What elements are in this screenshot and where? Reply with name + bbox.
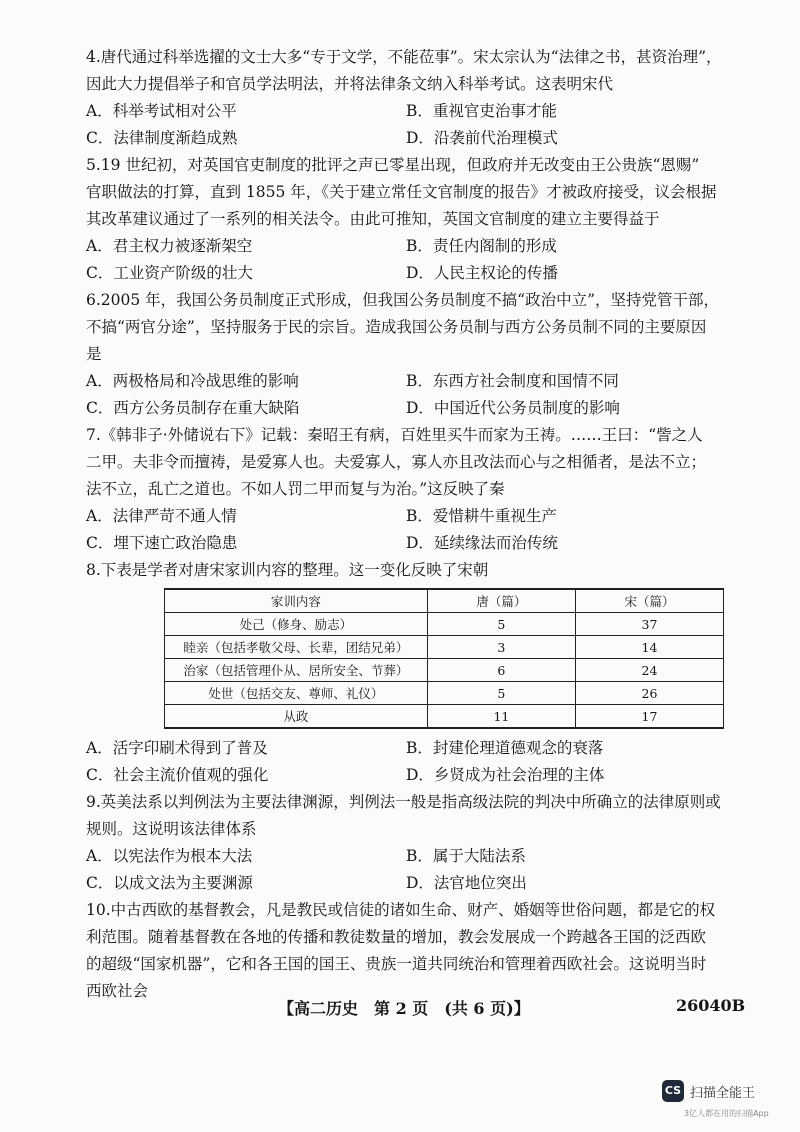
option-a: A．科举考试相对公平 — [86, 102, 237, 120]
table-cell: 14 — [575, 636, 723, 659]
option-b: B．封建伦理道德观念的衰落 — [406, 739, 604, 757]
table-header: 宋（篇） — [575, 589, 723, 613]
exam-code: 26040B — [676, 996, 746, 1015]
options-row — [86, 233, 746, 260]
watermark-name: 扫描全能王 — [690, 1086, 756, 1101]
stem-line: 是 — [86, 345, 102, 363]
table-cell: 11 — [427, 705, 575, 729]
table-row — [165, 659, 724, 682]
question-6-stem — [86, 287, 746, 368]
options-row — [86, 843, 746, 870]
option-b: B．责任内阁制的形成 — [406, 237, 557, 255]
option-b: B．爱惜耕牛重视生产 — [406, 507, 557, 525]
options-row — [86, 125, 746, 152]
table-row — [165, 705, 724, 729]
table-row — [165, 682, 724, 705]
option-c: C．工业资产阶级的壮大 — [86, 264, 253, 282]
stem-line: 10.中古西欧的基督教会，凡是教民或信徒的诸如生命、财产、婚姻等世俗问题，都是它的权 — [86, 901, 716, 919]
option-b: B．东西方社会制度和国情不同 — [406, 372, 619, 390]
stem-line: 规则。这说明该法律体系 — [86, 820, 257, 838]
question-4-stem — [86, 44, 746, 98]
option-d: D．法官地位突出 — [406, 874, 527, 892]
option-d: D．乡贤成为社会治理的主体 — [406, 766, 605, 784]
table-row — [165, 613, 724, 636]
option-a: A．活字印刷术得到了普及 — [86, 739, 268, 757]
table-header: 唐（篇） — [427, 589, 575, 613]
options-row — [86, 368, 746, 395]
question-8-stem — [86, 557, 746, 584]
page-footer — [0, 996, 800, 1022]
stem-line: 8.下表是学者对唐宋家训内容的整理。这一变化反映了宋朝 — [86, 561, 489, 579]
options-row — [86, 98, 746, 125]
table-cell: 5 — [427, 613, 575, 636]
options-row — [86, 530, 746, 557]
options-row — [86, 870, 746, 897]
stem-line: 利范围。随着基督教在各地的传播和教徒数量的增加，教会发展成一个跨越各王国的泛西欧 — [86, 928, 707, 946]
option-d: D．沿袭前代治理模式 — [406, 129, 558, 147]
option-d: D．延续缘法而治传统 — [406, 534, 558, 552]
question-5-stem — [86, 152, 746, 233]
exam-page — [86, 44, 746, 1005]
table-cell: 睦亲（包括孝敬父母、长辈，团结兄弟） — [165, 636, 428, 659]
table-cell: 6 — [427, 659, 575, 682]
table-cell: 从政 — [165, 705, 428, 729]
option-a: A．法律严苛不通人情 — [86, 507, 237, 525]
table-header-row — [165, 589, 724, 613]
stem-line: 不搞“两官分途”，坚持服务于民的宗旨。造成我国公务员制与西方公务员制不同的主要原因 — [86, 318, 707, 336]
stem-line: 其改革建议通过了一系列的相关法令。由此可推知，英国文官制度的建立主要得益于 — [86, 210, 660, 228]
option-c: C．法律制度渐趋成熟 — [86, 129, 238, 147]
family-instruction-table — [164, 588, 724, 729]
option-c: C．埋下速亡政治隐患 — [86, 534, 238, 552]
table-cell: 处世（包括交友、尊师、礼仪） — [165, 682, 428, 705]
options-row — [86, 260, 746, 287]
options-row — [86, 762, 746, 789]
options-row — [86, 395, 746, 422]
table-row — [165, 636, 724, 659]
stem-line: 7.《韩非子·外储说右下》记载：秦昭王有病，百姓里买牛而家为王祷。……王曰：“訾之人 — [86, 426, 703, 444]
table-cell: 37 — [575, 613, 723, 636]
camscanner-logo-icon: CS — [662, 1080, 684, 1102]
option-a: A．君主权力被逐渐架空 — [86, 237, 253, 255]
options-row — [86, 735, 746, 762]
watermark-subtitle: 3亿人都在用的扫描App — [684, 1109, 769, 1118]
page-number: 【高二历史 第 2 页 (共 6 页)】 — [278, 999, 530, 1018]
question-10-stem — [86, 897, 746, 1005]
option-c: C．社会主流价值观的强化 — [86, 766, 269, 784]
option-b: B．重视官吏治事才能 — [406, 102, 557, 120]
option-d: D．人民主权论的传播 — [406, 264, 558, 282]
stem-line: 法不立，乱亡之道也。不如人罚二甲而复与为治。”这反映了秦 — [86, 480, 505, 498]
stem-line: 9.英美法系以判例法为主要法律渊源，判例法一般是指高级法院的判决中所确立的法律原则或 — [86, 793, 721, 811]
option-a: A．两极格局和冷战思维的影响 — [86, 372, 299, 390]
table-cell: 26 — [575, 682, 723, 705]
table-cell: 处己（修身、励志） — [165, 613, 428, 636]
option-c: C．以成文法为主要渊源 — [86, 874, 253, 892]
option-d: D．中国近代公务员制度的影响 — [406, 399, 620, 417]
stem-line: 官职做法的打算，直到 1855 年，《关于建立常任文官制度的报告》才被政府接受，议会根据 — [86, 183, 717, 201]
stem-line: 的超级“国家机器”，它和各王国的国王、贵族一道共同统治和管理着西欧社会。这说明当时 — [86, 955, 707, 973]
question-7-stem — [86, 422, 746, 503]
table-cell: 5 — [427, 682, 575, 705]
stem-line: 4.唐代通过科举选擢的文士大多“专于文学，不能莅事”。宋太宗认为“法律之书，甚资治理”， — [86, 48, 722, 66]
options-row — [86, 503, 746, 530]
stem-line: 5.19 世纪初，对英国官吏制度的批评之声已零星出现，但政府并无改变由王公贵族“恩赐” — [86, 156, 700, 174]
question-9-stem — [86, 789, 746, 843]
table-cell: 17 — [575, 705, 723, 729]
scanner-watermark — [662, 1080, 792, 1124]
table-cell: 治家（包括管理仆从、居所安全、节葬） — [165, 659, 428, 682]
option-b: B．属于大陆法系 — [406, 847, 526, 865]
option-c: C．西方公务员制存在重大缺陷 — [86, 399, 300, 417]
table-cell: 24 — [575, 659, 723, 682]
option-a: A．以宪法作为根本大法 — [86, 847, 253, 865]
stem-line: 6.2005 年，我国公务员制度正式形成，但我国公务员制度不搞“政治中立”，坚持党管干部， — [86, 291, 720, 309]
stem-line: 西欧社会 — [86, 982, 149, 1000]
stem-line: 二甲。夫非令而擅祷，是爱寡人也。夫爱寡人，寡人亦且改法而心与之相循者，是法不立； — [86, 453, 707, 471]
table-cell: 3 — [427, 636, 575, 659]
stem-line: 因此大力提倡举子和官员学法明法，并将法律条文纳入科举考试。这表明宋代 — [86, 75, 614, 93]
table-header: 家训内容 — [165, 589, 428, 613]
